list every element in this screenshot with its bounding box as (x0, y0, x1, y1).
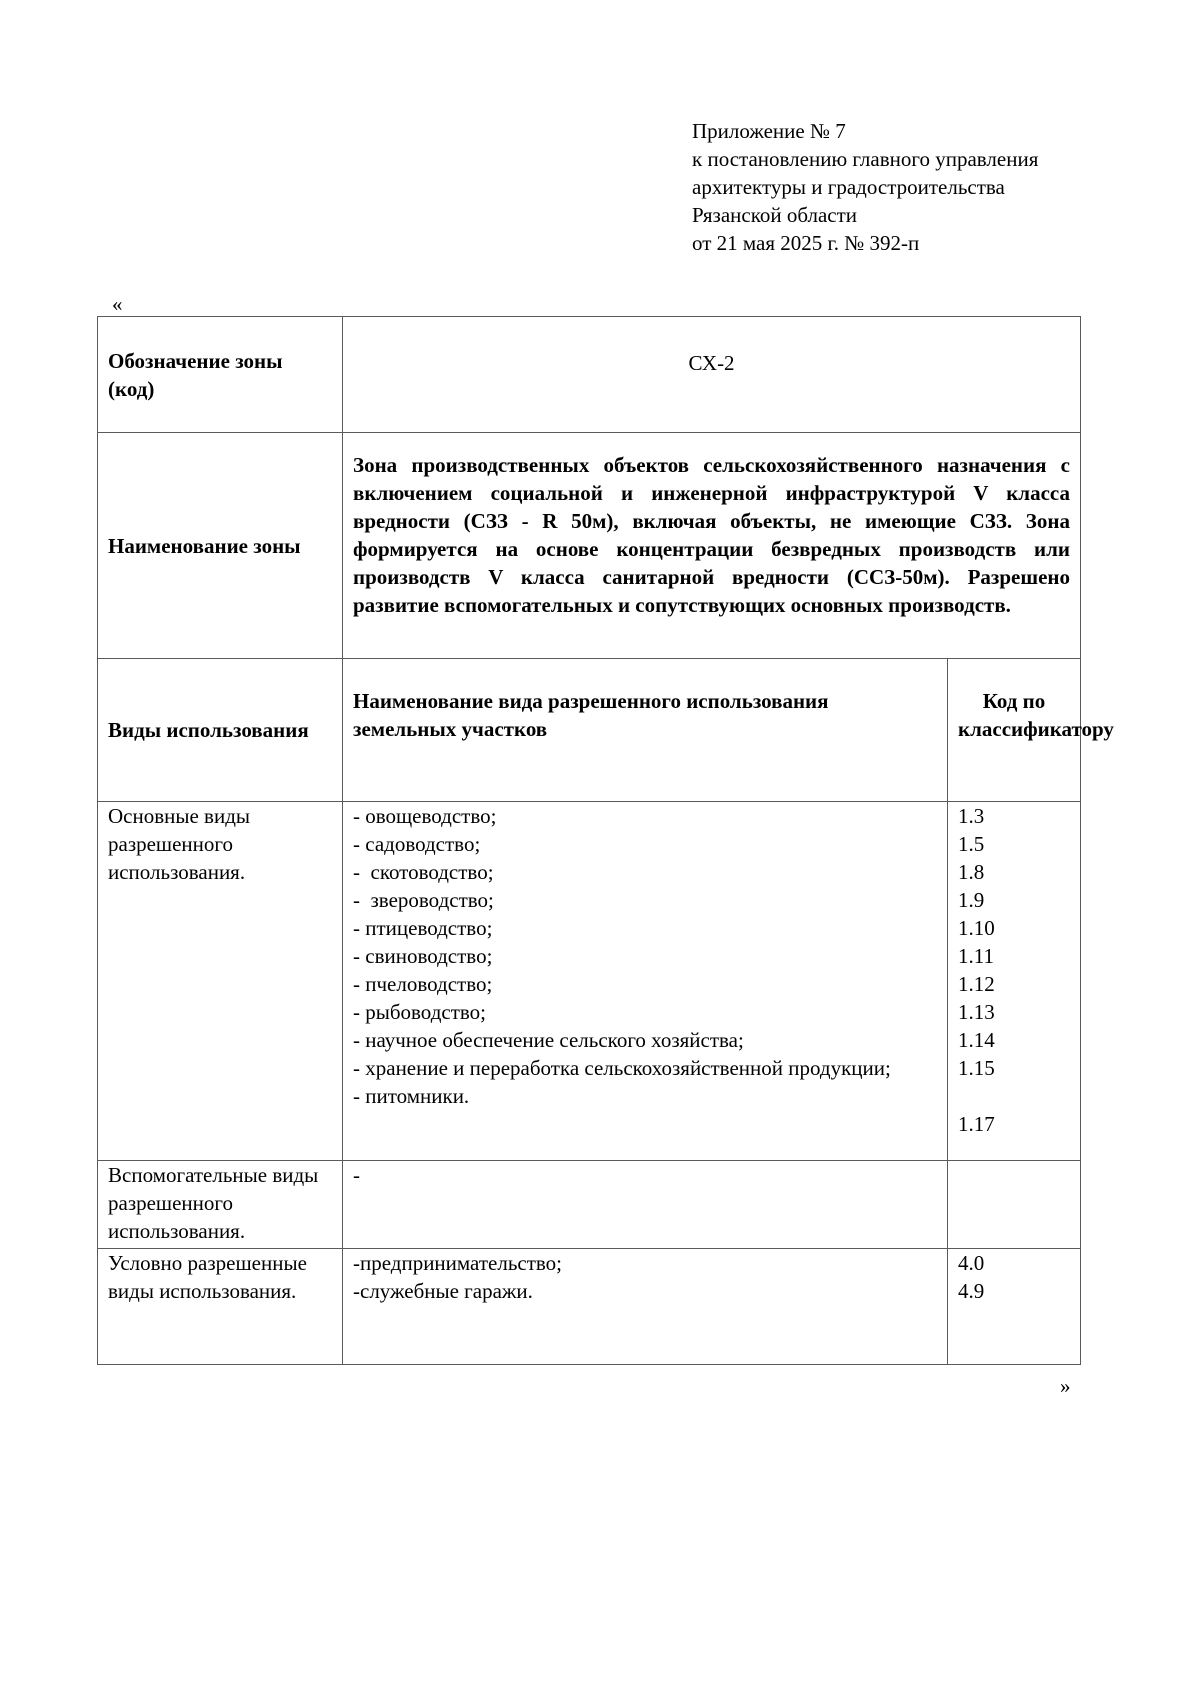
conditional-usage-row (98, 1249, 1081, 1365)
zone-code-row (98, 317, 1081, 433)
zone-name-value: Зона производственных объектов сельскохозяйственного назначения с включением социальной и инженерной инфраструктурой V класса вредности (СЗЗ - R 50м), включая объекты, не имеющие СЗЗ. Зона формируется на основе концентрации безвредных производств или производств V класса санитарной вредности (ССЗ-50м). Разрешено развитие вспомогательных и сопутствующих основных производств. (353, 453, 1070, 617)
classifier-code: 1.10 (958, 916, 995, 940)
closing-quote: » (1060, 1374, 1071, 1398)
usage-name-header-cell (343, 659, 948, 802)
list-item: - свиноводство; (353, 944, 493, 968)
zone-regulation-table (97, 316, 1114, 1365)
auxiliary-usage-codes (948, 1161, 1081, 1249)
list-item: - звероводство; (353, 888, 494, 912)
list-item: - птицеводство; (353, 916, 493, 940)
classifier-code: 1.17 (958, 1112, 995, 1136)
classifier-code: 1.8 (958, 860, 985, 884)
list-item: - овощеводство; (353, 804, 497, 828)
zone-name-cell (343, 433, 1081, 659)
classifier-code-header: Код по классификатору (958, 689, 1114, 741)
classifier-code: 1.5 (958, 832, 985, 856)
auxiliary-usage-label: Вспомогательные виды разрешенного использования. (98, 1161, 343, 1249)
classifier-code: 1.11 (958, 944, 994, 968)
classifier-code: 1.13 (958, 1000, 995, 1024)
zone-code-value: СХ-2 (343, 317, 1081, 433)
basic-usage-items (343, 802, 948, 1161)
list-item: - (353, 1163, 360, 1187)
header-line-department: архитектуры и градостроительства (692, 175, 1005, 199)
list-item: - скотоводство; (353, 860, 494, 884)
usage-header-row (98, 659, 1081, 802)
zone-name-label: Наименование зоны (98, 433, 343, 659)
conditional-usage-codes (948, 1249, 1081, 1365)
usage-name-header: Наименование вида разрешенного использования земельных участков (353, 689, 829, 741)
list-item: - хранение и переработка сельскохозяйственной продукции; (353, 1056, 891, 1080)
auxiliary-usage-row (98, 1161, 1081, 1249)
classifier-code: 1.14 (958, 1028, 995, 1052)
list-item: - питомники. (353, 1084, 470, 1108)
opening-quote: « (112, 292, 123, 316)
usage-types-label: Виды использования (98, 659, 343, 802)
list-item: - научное обеспечение сельского хозяйства; (353, 1028, 744, 1052)
classifier-code: 1.12 (958, 972, 995, 996)
classifier-code: 1.15 (958, 1056, 995, 1080)
basic-usage-label: Основные виды разрешенного использования. (98, 802, 343, 1161)
auxiliary-usage-items (343, 1161, 948, 1249)
classifier-code-header-cell (948, 659, 1114, 802)
classifier-code: 1.9 (958, 888, 985, 912)
classifier-code: 1.3 (958, 804, 985, 828)
conditional-usage-label: Условно разрешенные виды использования. (98, 1249, 343, 1365)
zone-name-row (98, 433, 1081, 659)
list-item: - садоводство; (353, 832, 481, 856)
list-item: -предпринимательство; (353, 1251, 562, 1275)
classifier-code: 4.0 (958, 1251, 985, 1275)
appendix-header (692, 117, 1162, 257)
list-item: -служебные гаражи. (353, 1279, 533, 1303)
zone-code-label: Обозначение зоны (код) (98, 317, 343, 433)
list-item: - рыбоводство; (353, 1000, 486, 1024)
basic-usage-row (98, 802, 1081, 1161)
header-line-resolution: к постановлению главного управления (692, 147, 1039, 171)
header-line-region: Рязанской области (692, 203, 858, 227)
header-line-appendix-number: Приложение № 7 (692, 119, 846, 143)
header-line-date-number: от 21 мая 2025 г. № 392-п (692, 231, 920, 255)
classifier-code: 4.9 (958, 1279, 985, 1303)
conditional-usage-items (343, 1249, 948, 1365)
basic-usage-codes (948, 802, 1081, 1161)
list-item: - пчеловодство; (353, 972, 493, 996)
